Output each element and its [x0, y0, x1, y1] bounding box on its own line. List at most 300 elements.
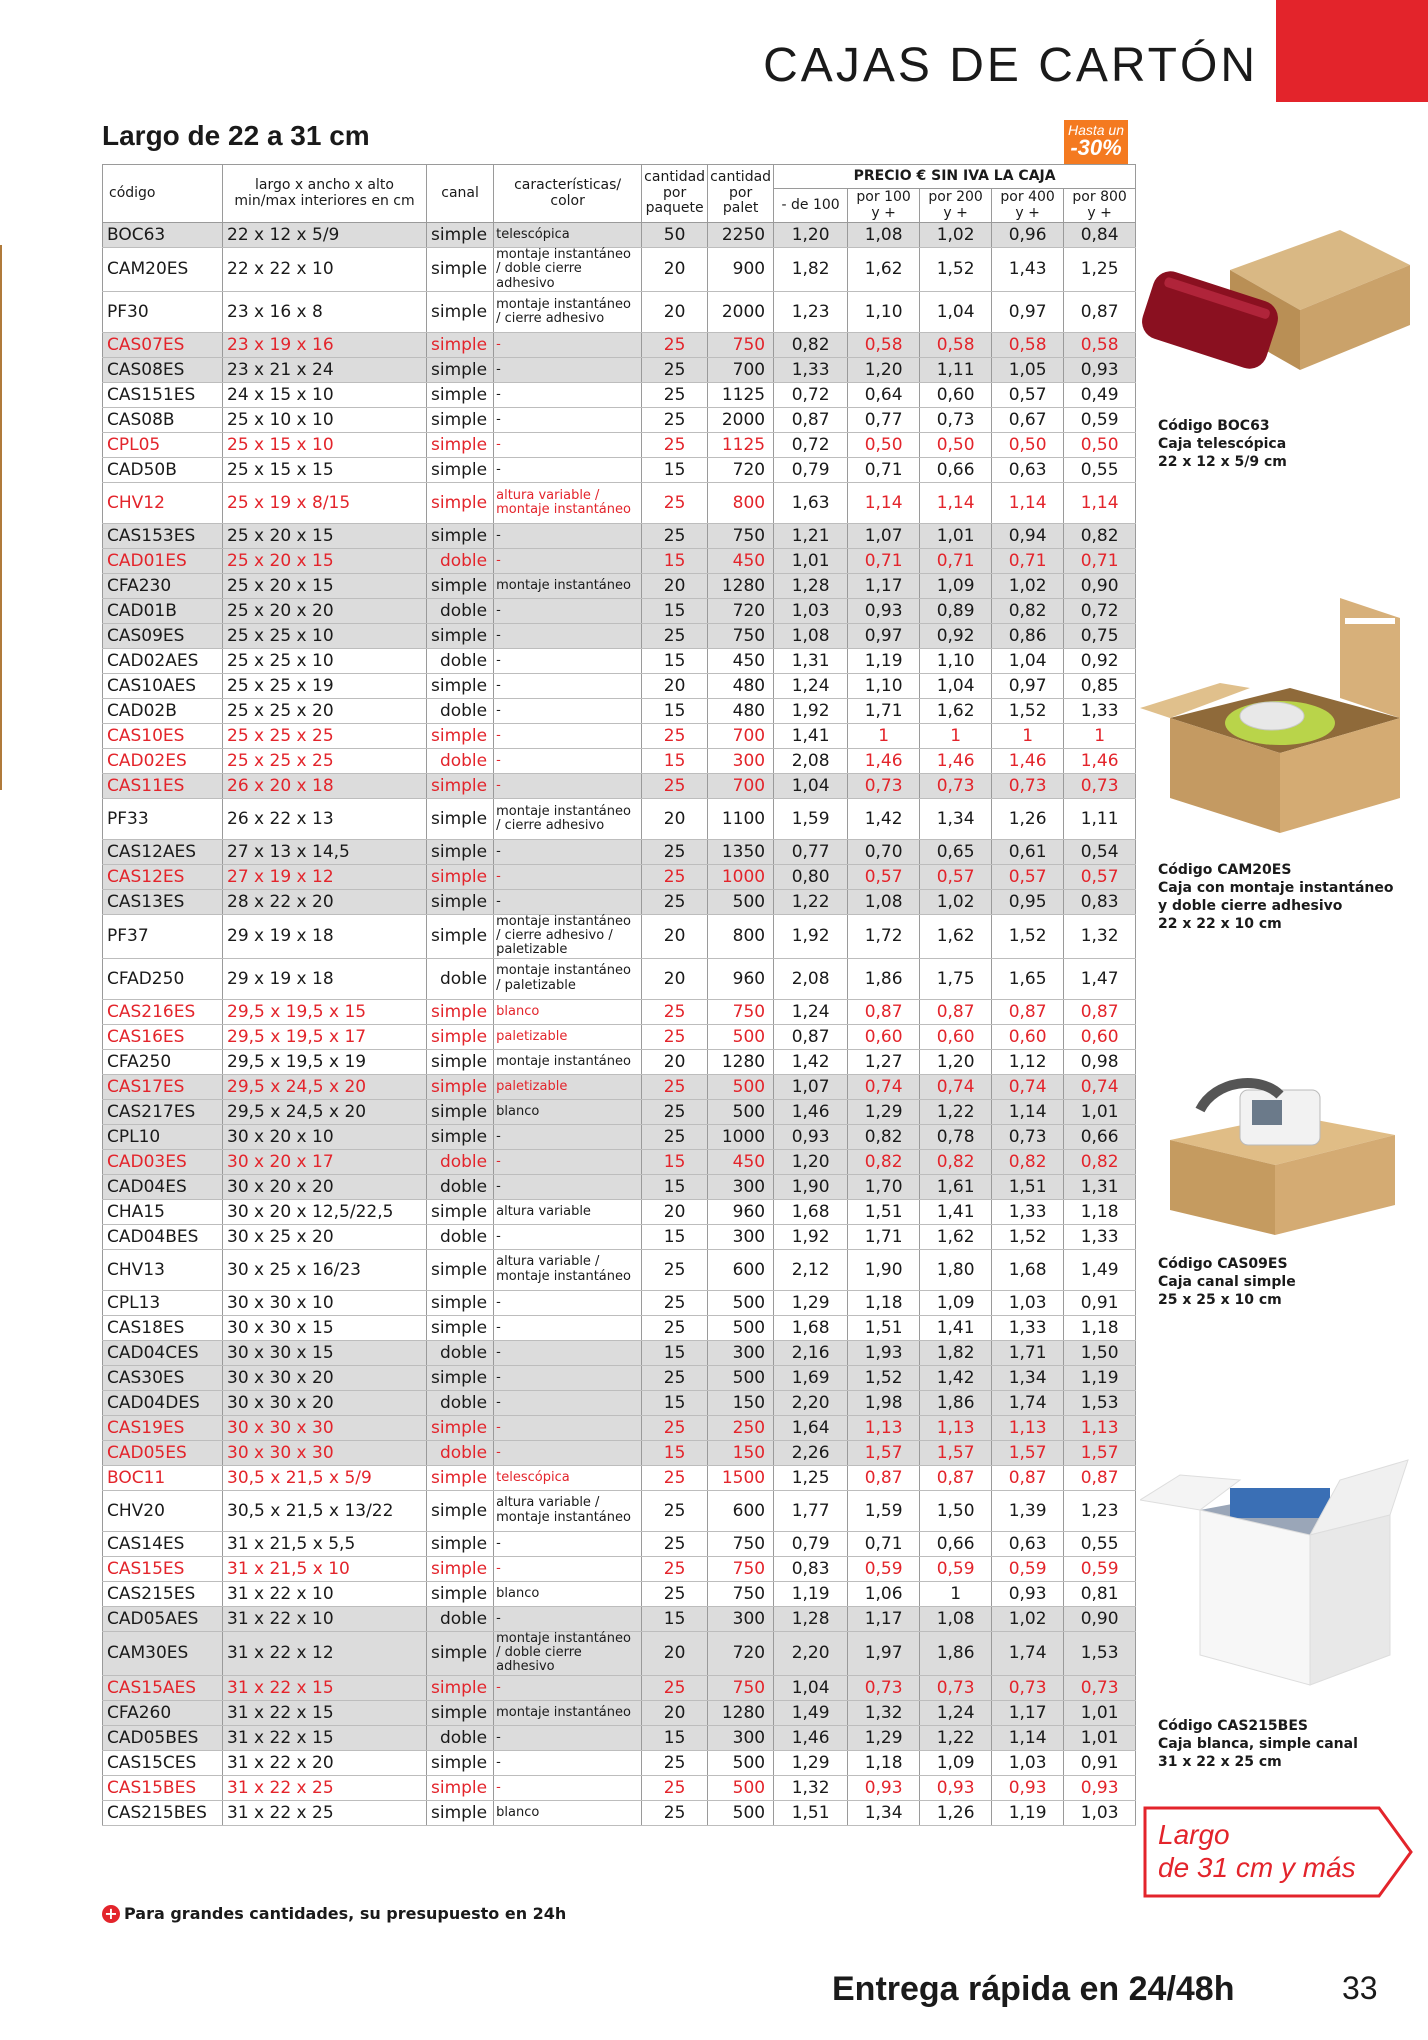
- cell-price-4: 0,74: [992, 1074, 1064, 1099]
- cell-price-1: 1,90: [774, 1174, 848, 1199]
- cell-qty-pallet: 500: [708, 1775, 774, 1800]
- cell-characteristics: -: [494, 1775, 642, 1800]
- cell-price-3: 1,10: [920, 648, 992, 673]
- cell-canal: simple: [427, 1700, 494, 1725]
- cell-price-3: 0,57: [920, 864, 992, 889]
- cell-price-3: 1,80: [920, 1249, 992, 1290]
- cell-code: CAS17ES: [103, 1074, 223, 1099]
- cell-qty-pallet: 1280: [708, 1700, 774, 1725]
- cell-dimensions: 24 x 15 x 10: [223, 382, 427, 407]
- cell-price-5: 1,18: [1064, 1199, 1136, 1224]
- cell-price-2: 0,58: [848, 332, 920, 357]
- cell-qty-package: 20: [642, 1049, 708, 1074]
- cell-dimensions: 27 x 19 x 12: [223, 864, 427, 889]
- cell-price-1: 0,83: [774, 1556, 848, 1581]
- cell-qty-package: 15: [642, 1149, 708, 1174]
- cell-price-3: 0,73: [920, 407, 992, 432]
- table-row: [103, 1531, 1136, 1556]
- cell-canal: simple: [427, 357, 494, 382]
- cell-price-1: 1,64: [774, 1415, 848, 1440]
- cell-price-3: 0,93: [920, 1775, 992, 1800]
- cell-qty-package: 15: [642, 1440, 708, 1465]
- cell-price-4: 1,04: [992, 648, 1064, 673]
- cell-price-4: 0,57: [992, 864, 1064, 889]
- cell-price-1: 1,23: [774, 291, 848, 332]
- cell-price-5: 0,59: [1064, 407, 1136, 432]
- cell-price-5: 0,90: [1064, 573, 1136, 598]
- cell-code: CFA260: [103, 1700, 223, 1725]
- cell-dimensions: 31 x 22 x 15: [223, 1700, 427, 1725]
- table-row: [103, 999, 1136, 1024]
- cell-qty-pallet: 1350: [708, 839, 774, 864]
- cell-characteristics: -: [494, 1440, 642, 1465]
- cell-qty-pallet: 500: [708, 1800, 774, 1825]
- col-header-price-4: por 400 y +: [992, 189, 1064, 223]
- cell-qty-package: 25: [642, 1074, 708, 1099]
- cell-price-5: 0,83: [1064, 889, 1136, 914]
- cell-price-4: 0,60: [992, 1024, 1064, 1049]
- cell-price-5: 1,03: [1064, 1800, 1136, 1825]
- cell-dimensions: 25 x 25 x 19: [223, 673, 427, 698]
- cell-price-4: 0,95: [992, 889, 1064, 914]
- cell-qty-pallet: 750: [708, 1581, 774, 1606]
- cell-code: CAS216ES: [103, 999, 223, 1024]
- caption-desc: Caja blanca, simple canal: [1158, 1735, 1358, 1752]
- cell-price-1: 1,19: [774, 1581, 848, 1606]
- cell-price-3: 1,50: [920, 1490, 992, 1531]
- cell-canal: simple: [427, 1074, 494, 1099]
- cell-price-2: 0,64: [848, 382, 920, 407]
- cell-price-5: 1,01: [1064, 1725, 1136, 1750]
- cell-canal: simple: [427, 999, 494, 1024]
- table-row: [103, 1725, 1136, 1750]
- cell-price-3: 1,41: [920, 1199, 992, 1224]
- table-row: [103, 773, 1136, 798]
- cell-characteristics: -: [494, 723, 642, 748]
- cell-canal: doble: [427, 698, 494, 723]
- cell-canal: doble: [427, 1390, 494, 1415]
- cell-price-2: 1,98: [848, 1390, 920, 1415]
- cell-qty-package: 25: [642, 1365, 708, 1390]
- cell-code: CAS15BES: [103, 1775, 223, 1800]
- cell-price-3: 0,71: [920, 548, 992, 573]
- cell-qty-package: 20: [642, 1700, 708, 1725]
- cell-price-1: 1,92: [774, 1224, 848, 1249]
- cell-code: CAS10AES: [103, 673, 223, 698]
- cell-price-4: 0,63: [992, 457, 1064, 482]
- cell-qty-package: 15: [642, 1340, 708, 1365]
- cell-qty-package: 15: [642, 1224, 708, 1249]
- cell-price-3: 1,02: [920, 889, 992, 914]
- cell-price-2: 1,18: [848, 1290, 920, 1315]
- cell-canal: doble: [427, 648, 494, 673]
- cell-characteristics: -: [494, 1224, 642, 1249]
- cell-qty-pallet: 450: [708, 548, 774, 573]
- cell-dimensions: 29,5 x 24,5 x 20: [223, 1099, 427, 1124]
- cell-code: CAS16ES: [103, 1024, 223, 1049]
- cell-dimensions: 22 x 22 x 10: [223, 248, 427, 292]
- cell-price-1: 1,29: [774, 1750, 848, 1775]
- cell-price-4: 1,74: [992, 1631, 1064, 1675]
- cell-qty-pallet: 300: [708, 748, 774, 773]
- page-edge-mark: [0, 245, 2, 790]
- table-row: [103, 382, 1136, 407]
- cell-price-1: 0,72: [774, 382, 848, 407]
- cell-price-1: 1,04: [774, 773, 848, 798]
- cell-characteristics: montaje instantáneo: [494, 1700, 642, 1725]
- price-table: [102, 164, 1136, 1826]
- cell-code: CAS215BES: [103, 1800, 223, 1825]
- col-header-canal: canal: [427, 165, 494, 223]
- table-row: [103, 1149, 1136, 1174]
- cell-price-1: 1,77: [774, 1490, 848, 1531]
- cell-qty-package: 25: [642, 407, 708, 432]
- cell-qty-package: 20: [642, 673, 708, 698]
- cell-code: CAD02AES: [103, 648, 223, 673]
- caption-desc: Caja canal simple: [1158, 1273, 1296, 1290]
- cell-price-2: 0,73: [848, 773, 920, 798]
- cell-price-5: 1,19: [1064, 1365, 1136, 1390]
- cell-price-3: 1,61: [920, 1174, 992, 1199]
- table-row: [103, 1315, 1136, 1340]
- cell-price-3: 1,75: [920, 958, 992, 999]
- cell-code: CAM30ES: [103, 1631, 223, 1675]
- product-caption-4: [1158, 1718, 1358, 1772]
- cell-price-5: 1: [1064, 723, 1136, 748]
- cell-dimensions: 29 x 19 x 18: [223, 958, 427, 999]
- cell-price-3: 1,09: [920, 573, 992, 598]
- cell-price-1: 1,08: [774, 623, 848, 648]
- cell-dimensions: 25 x 25 x 10: [223, 648, 427, 673]
- cell-price-5: 1,53: [1064, 1390, 1136, 1415]
- cell-qty-package: 20: [642, 248, 708, 292]
- cell-price-5: 0,82: [1064, 1149, 1136, 1174]
- cell-characteristics: montaje instantáneo: [494, 1049, 642, 1074]
- cell-qty-pallet: 300: [708, 1725, 774, 1750]
- cell-price-1: 0,80: [774, 864, 848, 889]
- product-image-cam20es: [1140, 588, 1410, 838]
- cell-code: CAD02B: [103, 698, 223, 723]
- cell-qty-pallet: 750: [708, 523, 774, 548]
- cell-dimensions: 30 x 20 x 20: [223, 1174, 427, 1199]
- cell-qty-package: 15: [642, 648, 708, 673]
- cell-price-3: 0,60: [920, 382, 992, 407]
- cell-code: CAS11ES: [103, 773, 223, 798]
- cell-characteristics: -: [494, 1149, 642, 1174]
- cell-price-5: 0,74: [1064, 1074, 1136, 1099]
- cell-qty-package: 25: [642, 1490, 708, 1531]
- cell-canal: simple: [427, 482, 494, 523]
- product-caption-2: [1158, 862, 1394, 934]
- cell-canal: simple: [427, 223, 494, 248]
- next-section-line1: Largo: [1158, 1819, 1230, 1850]
- cell-canal: simple: [427, 573, 494, 598]
- cell-dimensions: 23 x 16 x 8: [223, 291, 427, 332]
- cell-qty-package: 25: [642, 889, 708, 914]
- product-image-cas215bes: [1140, 1440, 1410, 1690]
- cell-characteristics: montaje instantáneo / paletizable: [494, 958, 642, 999]
- table-row: [103, 698, 1136, 723]
- cell-price-5: 0,75: [1064, 623, 1136, 648]
- cell-dimensions: 25 x 15 x 10: [223, 432, 427, 457]
- cell-qty-package: 20: [642, 958, 708, 999]
- cell-qty-pallet: 2000: [708, 407, 774, 432]
- cell-canal: simple: [427, 1049, 494, 1074]
- cell-code: CAD01B: [103, 598, 223, 623]
- cell-price-1: 1,68: [774, 1315, 848, 1340]
- cell-canal: simple: [427, 1315, 494, 1340]
- cell-price-1: 1,31: [774, 648, 848, 673]
- cell-price-1: 0,82: [774, 332, 848, 357]
- cell-qty-package: 15: [642, 598, 708, 623]
- cell-price-5: 0,72: [1064, 598, 1136, 623]
- cell-characteristics: -: [494, 382, 642, 407]
- cell-price-2: 1,08: [848, 889, 920, 914]
- cell-characteristics: montaje instantáneo / cierre adhesivo: [494, 798, 642, 839]
- cell-characteristics: -: [494, 523, 642, 548]
- table-row: [103, 958, 1136, 999]
- cell-dimensions: 30 x 20 x 10: [223, 1124, 427, 1149]
- cell-qty-pallet: 450: [708, 1149, 774, 1174]
- cell-price-3: 0,66: [920, 457, 992, 482]
- cell-price-2: 0,77: [848, 407, 920, 432]
- cell-code: CAS14ES: [103, 1531, 223, 1556]
- cell-price-4: 0,73: [992, 1675, 1064, 1700]
- cell-characteristics: blanco: [494, 999, 642, 1024]
- cell-price-5: 1,57: [1064, 1440, 1136, 1465]
- cell-canal: simple: [427, 864, 494, 889]
- cell-price-5: 0,73: [1064, 773, 1136, 798]
- cell-price-2: 1,86: [848, 958, 920, 999]
- table-row: [103, 1675, 1136, 1700]
- cell-qty-package: 25: [642, 1800, 708, 1825]
- table-row: [103, 1365, 1136, 1390]
- cell-price-3: 1,82: [920, 1340, 992, 1365]
- cell-qty-package: 25: [642, 1581, 708, 1606]
- cell-price-4: 0,71: [992, 548, 1064, 573]
- delivery-banner: Entrega rápida en 24/48h: [832, 1970, 1235, 2008]
- col-header-qty-pallet: cantidad por palet: [708, 165, 774, 223]
- col-header-price-3: por 200 y +: [920, 189, 992, 223]
- cell-price-2: 0,87: [848, 999, 920, 1024]
- cell-qty-pallet: 480: [708, 698, 774, 723]
- cell-dimensions: 28 x 22 x 20: [223, 889, 427, 914]
- cell-characteristics: -: [494, 1174, 642, 1199]
- cell-canal: simple: [427, 1581, 494, 1606]
- cell-price-4: 0,97: [992, 291, 1064, 332]
- cell-characteristics: montaje instantáneo / doble cierre adhesivo: [494, 1631, 642, 1675]
- cell-price-3: 0,60: [920, 1024, 992, 1049]
- cell-dimensions: 31 x 22 x 25: [223, 1775, 427, 1800]
- cell-price-3: 0,87: [920, 1465, 992, 1490]
- cell-price-5: 0,82: [1064, 523, 1136, 548]
- table-row: [103, 673, 1136, 698]
- cell-canal: simple: [427, 1490, 494, 1531]
- cell-characteristics: -: [494, 773, 642, 798]
- cell-price-5: 1,50: [1064, 1340, 1136, 1365]
- cell-price-2: 0,60: [848, 1024, 920, 1049]
- cell-qty-pallet: 1280: [708, 1049, 774, 1074]
- cell-characteristics: -: [494, 1290, 642, 1315]
- cell-price-2: 1,46: [848, 748, 920, 773]
- cell-price-1: 1,92: [774, 914, 848, 958]
- table-row: [103, 548, 1136, 573]
- cell-canal: doble: [427, 598, 494, 623]
- cell-canal: simple: [427, 523, 494, 548]
- cell-dimensions: 25 x 20 x 15: [223, 548, 427, 573]
- cell-dimensions: 30,5 x 21,5 x 13/22: [223, 1490, 427, 1531]
- cell-price-3: 1,14: [920, 482, 992, 523]
- cell-price-2: 1,29: [848, 1099, 920, 1124]
- cell-price-3: 1,04: [920, 673, 992, 698]
- cell-price-1: 2,08: [774, 958, 848, 999]
- table-row: [103, 523, 1136, 548]
- cell-qty-package: 25: [642, 1531, 708, 1556]
- cell-dimensions: 31 x 22 x 10: [223, 1581, 427, 1606]
- cell-price-4: 1,52: [992, 914, 1064, 958]
- cell-price-4: 1,17: [992, 1700, 1064, 1725]
- cell-dimensions: 30 x 30 x 15: [223, 1315, 427, 1340]
- cell-qty-pallet: 300: [708, 1224, 774, 1249]
- cell-code: CAD02ES: [103, 748, 223, 773]
- cell-price-5: 0,59: [1064, 1556, 1136, 1581]
- cell-qty-pallet: 900: [708, 248, 774, 292]
- cell-price-4: 1,02: [992, 1606, 1064, 1631]
- cell-price-3: 1: [920, 723, 992, 748]
- cell-price-4: 1,03: [992, 1750, 1064, 1775]
- cell-qty-package: 25: [642, 1124, 708, 1149]
- cell-characteristics: -: [494, 1315, 642, 1340]
- cell-qty-pallet: 800: [708, 914, 774, 958]
- cell-qty-package: 15: [642, 698, 708, 723]
- cell-price-5: 1,46: [1064, 748, 1136, 773]
- cell-characteristics: -: [494, 1606, 642, 1631]
- cell-dimensions: 27 x 13 x 14,5: [223, 839, 427, 864]
- cell-price-3: 1,42: [920, 1365, 992, 1390]
- cell-qty-package: 25: [642, 1024, 708, 1049]
- cell-price-1: 1,49: [774, 1700, 848, 1725]
- discount-badge-percent: -30%: [1070, 135, 1122, 160]
- cell-qty-package: 25: [642, 1315, 708, 1340]
- table-row: [103, 1340, 1136, 1365]
- cell-price-5: 0,93: [1064, 357, 1136, 382]
- cell-price-2: 0,71: [848, 1531, 920, 1556]
- cell-qty-package: 50: [642, 223, 708, 248]
- cell-canal: simple: [427, 773, 494, 798]
- cell-price-5: 1,33: [1064, 1224, 1136, 1249]
- cell-characteristics: blanco: [494, 1581, 642, 1606]
- cell-dimensions: 25 x 19 x 8/15: [223, 482, 427, 523]
- cell-code: CPL10: [103, 1124, 223, 1149]
- cell-dimensions: 31 x 22 x 12: [223, 1631, 427, 1675]
- cell-price-3: 1,22: [920, 1725, 992, 1750]
- cell-price-2: 1,97: [848, 1631, 920, 1675]
- cell-price-4: 1,43: [992, 248, 1064, 292]
- cell-qty-package: 25: [642, 357, 708, 382]
- cell-qty-pallet: 2000: [708, 291, 774, 332]
- cell-price-3: 1,13: [920, 1415, 992, 1440]
- cell-qty-package: 15: [642, 1606, 708, 1631]
- cell-code: CHV13: [103, 1249, 223, 1290]
- cell-price-2: 0,82: [848, 1149, 920, 1174]
- cell-price-2: 1,14: [848, 482, 920, 523]
- cell-price-3: 1,08: [920, 1606, 992, 1631]
- cell-price-3: 0,58: [920, 332, 992, 357]
- cell-price-5: 0,58: [1064, 332, 1136, 357]
- cell-characteristics: montaje instantáneo: [494, 573, 642, 598]
- cell-price-1: 0,72: [774, 432, 848, 457]
- cell-price-3: 0,73: [920, 1675, 992, 1700]
- cell-characteristics: -: [494, 673, 642, 698]
- table-row: [103, 1440, 1136, 1465]
- cell-qty-package: 20: [642, 1631, 708, 1675]
- cell-price-5: 0,49: [1064, 382, 1136, 407]
- quote-note: [102, 1904, 566, 1923]
- cell-dimensions: 30 x 30 x 20: [223, 1390, 427, 1415]
- cell-price-1: 1,32: [774, 1775, 848, 1800]
- cell-qty-package: 20: [642, 798, 708, 839]
- cell-price-5: 1,18: [1064, 1315, 1136, 1340]
- cell-price-2: 1,07: [848, 523, 920, 548]
- cell-canal: doble: [427, 1725, 494, 1750]
- cell-qty-package: 15: [642, 1174, 708, 1199]
- cell-qty-pallet: 500: [708, 1024, 774, 1049]
- cell-price-2: 1,10: [848, 673, 920, 698]
- cell-dimensions: 30 x 30 x 15: [223, 1340, 427, 1365]
- cell-price-1: 1,51: [774, 1800, 848, 1825]
- cell-code: CPL13: [103, 1290, 223, 1315]
- cell-price-1: 0,79: [774, 1531, 848, 1556]
- cell-code: PF37: [103, 914, 223, 958]
- cell-canal: simple: [427, 1750, 494, 1775]
- cell-code: CAD01ES: [103, 548, 223, 573]
- product-caption-3: [1158, 1256, 1296, 1310]
- cell-qty-package: 25: [642, 1465, 708, 1490]
- table-row: [103, 407, 1136, 432]
- table-row: [103, 1800, 1136, 1825]
- cell-price-5: 0,91: [1064, 1290, 1136, 1315]
- cell-qty-pallet: 720: [708, 598, 774, 623]
- cell-qty-package: 15: [642, 748, 708, 773]
- cell-price-5: 0,71: [1064, 548, 1136, 573]
- page-title: CAJAS DE CARTÓN: [763, 39, 1258, 92]
- cell-price-1: 1,04: [774, 1675, 848, 1700]
- cell-dimensions: 31 x 22 x 20: [223, 1750, 427, 1775]
- cell-canal: simple: [427, 889, 494, 914]
- cell-price-1: 1,92: [774, 698, 848, 723]
- cell-qty-pallet: 500: [708, 1290, 774, 1315]
- cell-price-1: 1,29: [774, 1290, 848, 1315]
- cell-qty-package: 25: [642, 999, 708, 1024]
- cell-price-3: 1,62: [920, 914, 992, 958]
- cell-characteristics: -: [494, 864, 642, 889]
- cell-code: CAS09ES: [103, 623, 223, 648]
- cell-canal: doble: [427, 958, 494, 999]
- cell-code: CAS18ES: [103, 1315, 223, 1340]
- cell-characteristics: -: [494, 548, 642, 573]
- next-section-link[interactable]: [1158, 1818, 1356, 1884]
- cell-qty-pallet: 300: [708, 1174, 774, 1199]
- cell-price-2: 1,90: [848, 1249, 920, 1290]
- cell-dimensions: 31 x 22 x 15: [223, 1675, 427, 1700]
- cell-characteristics: -: [494, 1365, 642, 1390]
- cell-characteristics: paletizable: [494, 1024, 642, 1049]
- cell-characteristics: -: [494, 1390, 642, 1415]
- cell-characteristics: -: [494, 1340, 642, 1365]
- cell-dimensions: 26 x 22 x 13: [223, 798, 427, 839]
- cell-dimensions: 25 x 10 x 10: [223, 407, 427, 432]
- discount-badge-line1: Hasta un: [1067, 122, 1125, 138]
